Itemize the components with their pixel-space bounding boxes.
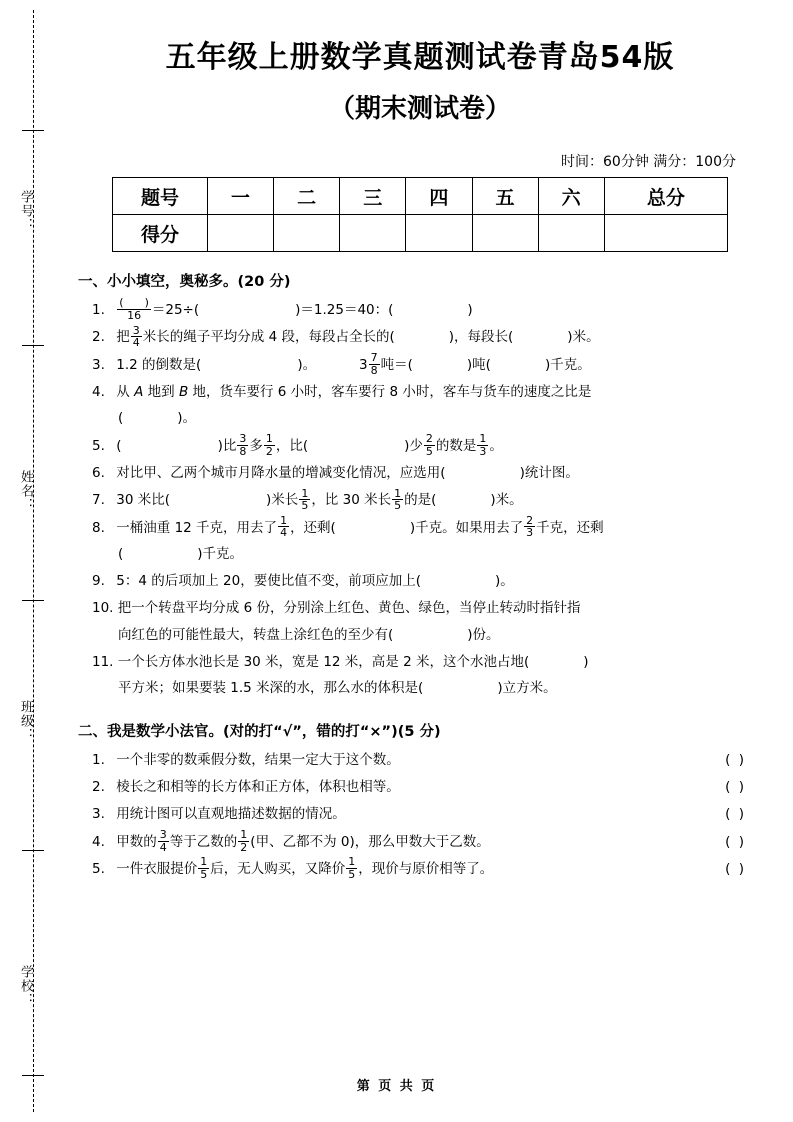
score-header-cell: 六 <box>538 178 604 215</box>
answer-bracket[interactable]: ( ) <box>725 860 746 877</box>
score-header-cell: 四 <box>406 178 472 215</box>
score-header-cell: 一 <box>208 178 274 215</box>
section-heading-2: 二、我是数学小法官。(对的打“√”，错的打“×”)(5 分) <box>78 723 441 740</box>
question-1-7: 7. 30 米比( )米长 $\frac{1}{5}$ ，比 30 米长 $\frac{1}{5}$ 的是( )米。 <box>92 486 523 513</box>
question-1-8: 8. 一桶油重 12 千克，用去了 $\frac{1}{4}$ ，还剩( )千克。如果用去了 $\frac{2}{3}$ 千克，还剩 ( )千克。 <box>92 513 604 562</box>
exam-meta: 时间：60分钟 满分：100分 <box>561 154 736 170</box>
score-header-cell: 题号 <box>113 178 208 215</box>
answer-bracket[interactable]: ( ) <box>725 779 746 795</box>
side-tick <box>22 600 44 601</box>
fraction: $\frac{1}{3}$ <box>479 431 487 458</box>
answer-bracket[interactable]: ( ) <box>725 751 746 768</box>
question-2-2: 2. 棱长之和相等的长方体和正方体，体积也相等。 ( ) <box>92 774 770 800</box>
fraction: $\frac{1}{5}$ <box>200 855 208 881</box>
fraction: $\frac{1}{5}$ <box>348 855 356 881</box>
side-label-student-id: 学号： <box>18 190 33 232</box>
side-label-name: 姓名： <box>18 470 33 512</box>
fraction: $\frac{1}{2}$ <box>240 828 248 854</box>
score-input-cell[interactable] <box>406 215 472 252</box>
question-1-3: 3. 1.2 的倒数是( )。 3 $\frac{7}{8}$ 吨＝( )吨( )千克。 <box>92 351 591 377</box>
score-header-cell: 三 <box>340 178 406 215</box>
question-1-5: 5. ( )比 $\frac{3}{8}$ 多 $\frac{1}{2}$ ，比( )少 $\frac{2}{5}$ 的数是 $\frac{1}{3}$ 。 <box>92 431 503 458</box>
fraction: $\frac{2}{3}$ <box>526 513 534 540</box>
fraction: $\frac{1}{2}$ <box>265 431 273 458</box>
fraction: $\frac{7}{8}$ <box>370 351 378 377</box>
question-1-1: 1. $\frac{( )}{16}$ ＝25÷( )＝1.25＝40：( ) <box>92 296 473 322</box>
question-2-1: 1. 一个非零的数乘假分数，结果一定大于这个数。 ( ) <box>92 747 770 773</box>
score-input-cell[interactable] <box>274 215 340 252</box>
score-input-cell[interactable] <box>472 215 538 252</box>
question-1-2: 2. 把 $\frac{3}{4}$ 米长的绳子平均分成 4 段，每段占全长的( )，每段长( )米。 <box>92 323 600 350</box>
page-title: 五年级上册数学真题测试卷青岛54版 <box>165 40 675 75</box>
side-label-school: 学校： <box>18 965 33 1007</box>
side-label-class: 班级： <box>18 700 33 742</box>
fraction: $\frac{3}{4}$ <box>159 828 167 854</box>
question-2-4: 4. 甲数的 $\frac{3}{4}$ 等于乙数的 $\frac{1}{2}$ (甲、乙都不为 0)，那么甲数大于乙数。 ( ) <box>92 828 746 854</box>
question-1-11: 11. 一个长方体水池长是 30 米，宽是 12 米，高是 2 米，这个水池占地( ) 平方米；如果要装 1.5 米深的水，那么水的体积是( )立方米。 <box>92 654 589 697</box>
question-1-10: 10. 把一个转盘平均分成 6 份，分别涂上红色、黄色、绿色，当停止转动时指针指 向红色的可能性最大，转盘上涂红色的至少有( )份。 <box>92 600 581 643</box>
score-input-cell[interactable] <box>340 215 406 252</box>
fraction: $\frac{3}{8}$ <box>239 431 247 458</box>
table-row <box>113 178 728 215</box>
page-footer: 第 页 共 页 <box>356 1079 437 1094</box>
score-row-label: 得分 <box>113 215 208 252</box>
fraction: $\frac{1}{5}$ <box>394 486 402 513</box>
question-1-4: 4. 从 A 地到 B 地，货车要行 6 小时，客车要行 8 小时，客车与货车的速度之比是 ( )。 <box>92 383 592 427</box>
fraction: $\frac{1}{5}$ <box>301 486 309 513</box>
score-header-cell: 五 <box>472 178 538 215</box>
fraction: $\frac{2}{5}$ <box>425 431 433 458</box>
score-header-cell: 总分 <box>604 178 727 215</box>
score-input-cell[interactable] <box>208 215 274 252</box>
score-input-cell[interactable] <box>538 215 604 252</box>
fraction: $\frac{1}{4}$ <box>280 513 288 540</box>
fraction: $\frac{( )}{16}$ <box>119 296 149 322</box>
table-row <box>113 215 728 252</box>
question-2-3: 3. 用统计图可以直观地描述数据的情况。 ( ) <box>92 801 770 827</box>
score-header-cell: 二 <box>274 178 340 215</box>
page-subtitle: （期末测试卷） <box>328 94 511 124</box>
fraction: $\frac{3}{4}$ <box>132 323 140 350</box>
answer-bracket[interactable]: ( ) <box>725 833 746 850</box>
side-tick <box>22 850 44 851</box>
section-heading-1: 一、小小填空，奥秘多。(20 分) <box>78 274 291 290</box>
side-label-group <box>14 0 38 1122</box>
question-2-5: 5. 一件衣服提价 $\frac{1}{5}$ 后，无人购买，又降价 $\frac{1}{5}$ ，现价与原价相等了。 ( ) <box>92 855 746 881</box>
question-1-9: 9. 5：4 的后项加上 20，要使比值不变，前项应加上( )。 <box>92 573 514 590</box>
side-tick <box>22 345 44 346</box>
side-tick <box>22 130 44 131</box>
score-input-cell[interactable] <box>604 215 727 252</box>
question-1-6: 6. 对比甲、乙两个城市月降水量的增减变化情况，应选用( )统计图。 <box>92 464 579 481</box>
exam-content <box>70 0 770 883</box>
score-table <box>112 177 728 252</box>
answer-bracket[interactable]: ( ) <box>725 806 746 823</box>
